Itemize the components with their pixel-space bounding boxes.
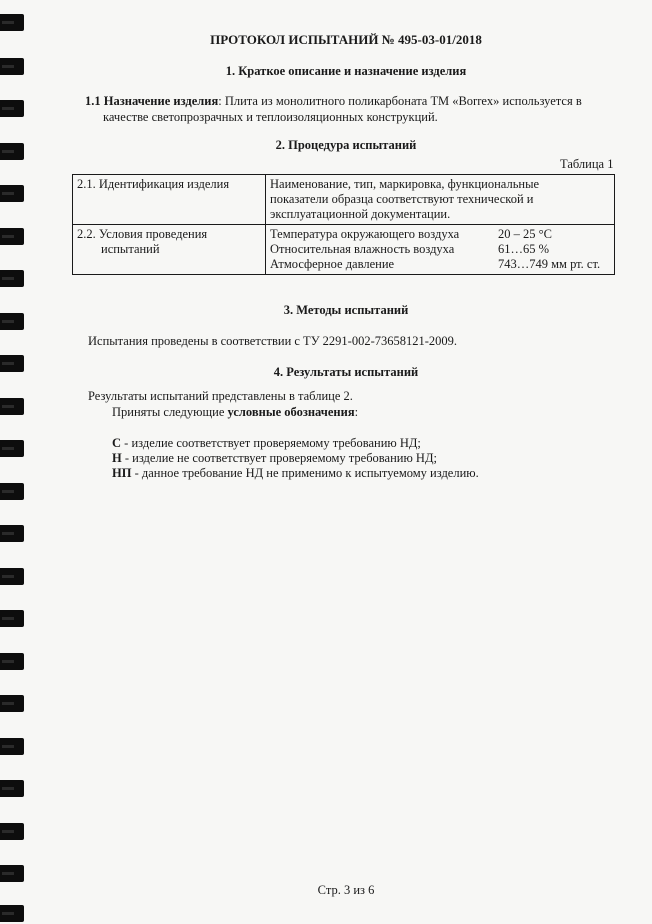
condition-value: 61…65 % xyxy=(498,242,550,256)
table-cell-label xyxy=(73,225,266,275)
table-row xyxy=(73,175,615,225)
legend-code: Н xyxy=(112,451,122,465)
legend-intro-suffix: : xyxy=(354,405,359,419)
purpose-text-line1: : Плита из монолитного поликарбоната ТМ «Borrex» используется в xyxy=(218,94,582,108)
condition-name: Относительная влажность воздуха xyxy=(270,242,455,256)
condition-row xyxy=(270,242,610,257)
table-cell-value xyxy=(266,175,615,225)
identification-line2: показатели образца соответствуют технической и xyxy=(270,192,534,206)
section-2-heading: 2. Процедура испытаний xyxy=(275,138,417,152)
conditions-label-line1: 2.2. Условия проведения xyxy=(77,227,208,241)
condition-value: 743…749 мм рт. ст. xyxy=(498,257,601,271)
identification-label: 2.1. Идентификация изделия xyxy=(77,177,230,191)
legend-item xyxy=(112,436,421,451)
legend-item xyxy=(112,466,479,481)
legend-intro-prefix: Приняты следующие xyxy=(112,405,228,419)
identification-line3: эксплуатационной документации. xyxy=(270,207,451,221)
legend-text: - изделие не соответствует проверяемому требованию НД; xyxy=(121,451,437,465)
section-1-heading: 1. Краткое описание и назначение изделия xyxy=(225,64,467,78)
table-row xyxy=(73,225,615,275)
document-title: ПРОТОКОЛ ИСПЫТАНИЙ № 495-03-01/2018 xyxy=(210,32,482,47)
legend-text: - данное требование НД не применимо к испытуемому изделию. xyxy=(131,466,479,480)
condition-row xyxy=(270,227,610,242)
table-cell-label xyxy=(73,175,266,225)
conditions-label-line2: испытаний xyxy=(101,242,160,256)
results-intro: Результаты испытаний представлены в таблице 2. xyxy=(88,389,353,403)
condition-value: 20 – 25 °С xyxy=(498,227,552,241)
legend-item xyxy=(112,451,437,466)
legend-code: С xyxy=(112,436,122,450)
table-cell-value xyxy=(266,225,615,275)
purpose-text-line2: качестве светопрозрачных и теплоизоляционных конструкций. xyxy=(103,110,438,124)
condition-name: Атмосферное давление xyxy=(270,257,395,271)
condition-row xyxy=(270,257,610,272)
test-procedure-table xyxy=(72,174,615,275)
legend-text: - изделие соответствует проверяемому требованию НД; xyxy=(121,436,421,450)
table-caption: Таблица 1 xyxy=(560,157,614,171)
section-4-heading: 4. Результаты испытаний xyxy=(273,365,419,379)
condition-name: Температура окружающего воздуха xyxy=(270,227,460,241)
purpose-label: 1.1 Назначение изделия xyxy=(85,94,219,108)
product-purpose xyxy=(85,93,615,125)
legend-code: НП xyxy=(112,466,132,480)
page-number: Стр. 3 из 6 xyxy=(317,883,375,897)
section-3-heading: 3. Методы испытаний xyxy=(283,303,409,317)
methods-text: Испытания проведены в соответствии с ТУ 2291-002-73658121-2009. xyxy=(88,334,458,348)
legend-intro xyxy=(112,405,358,420)
identification-line1: Наименование, тип, маркировка, функциональные xyxy=(270,177,540,191)
legend-intro-bold: условные обозначения xyxy=(227,405,355,419)
